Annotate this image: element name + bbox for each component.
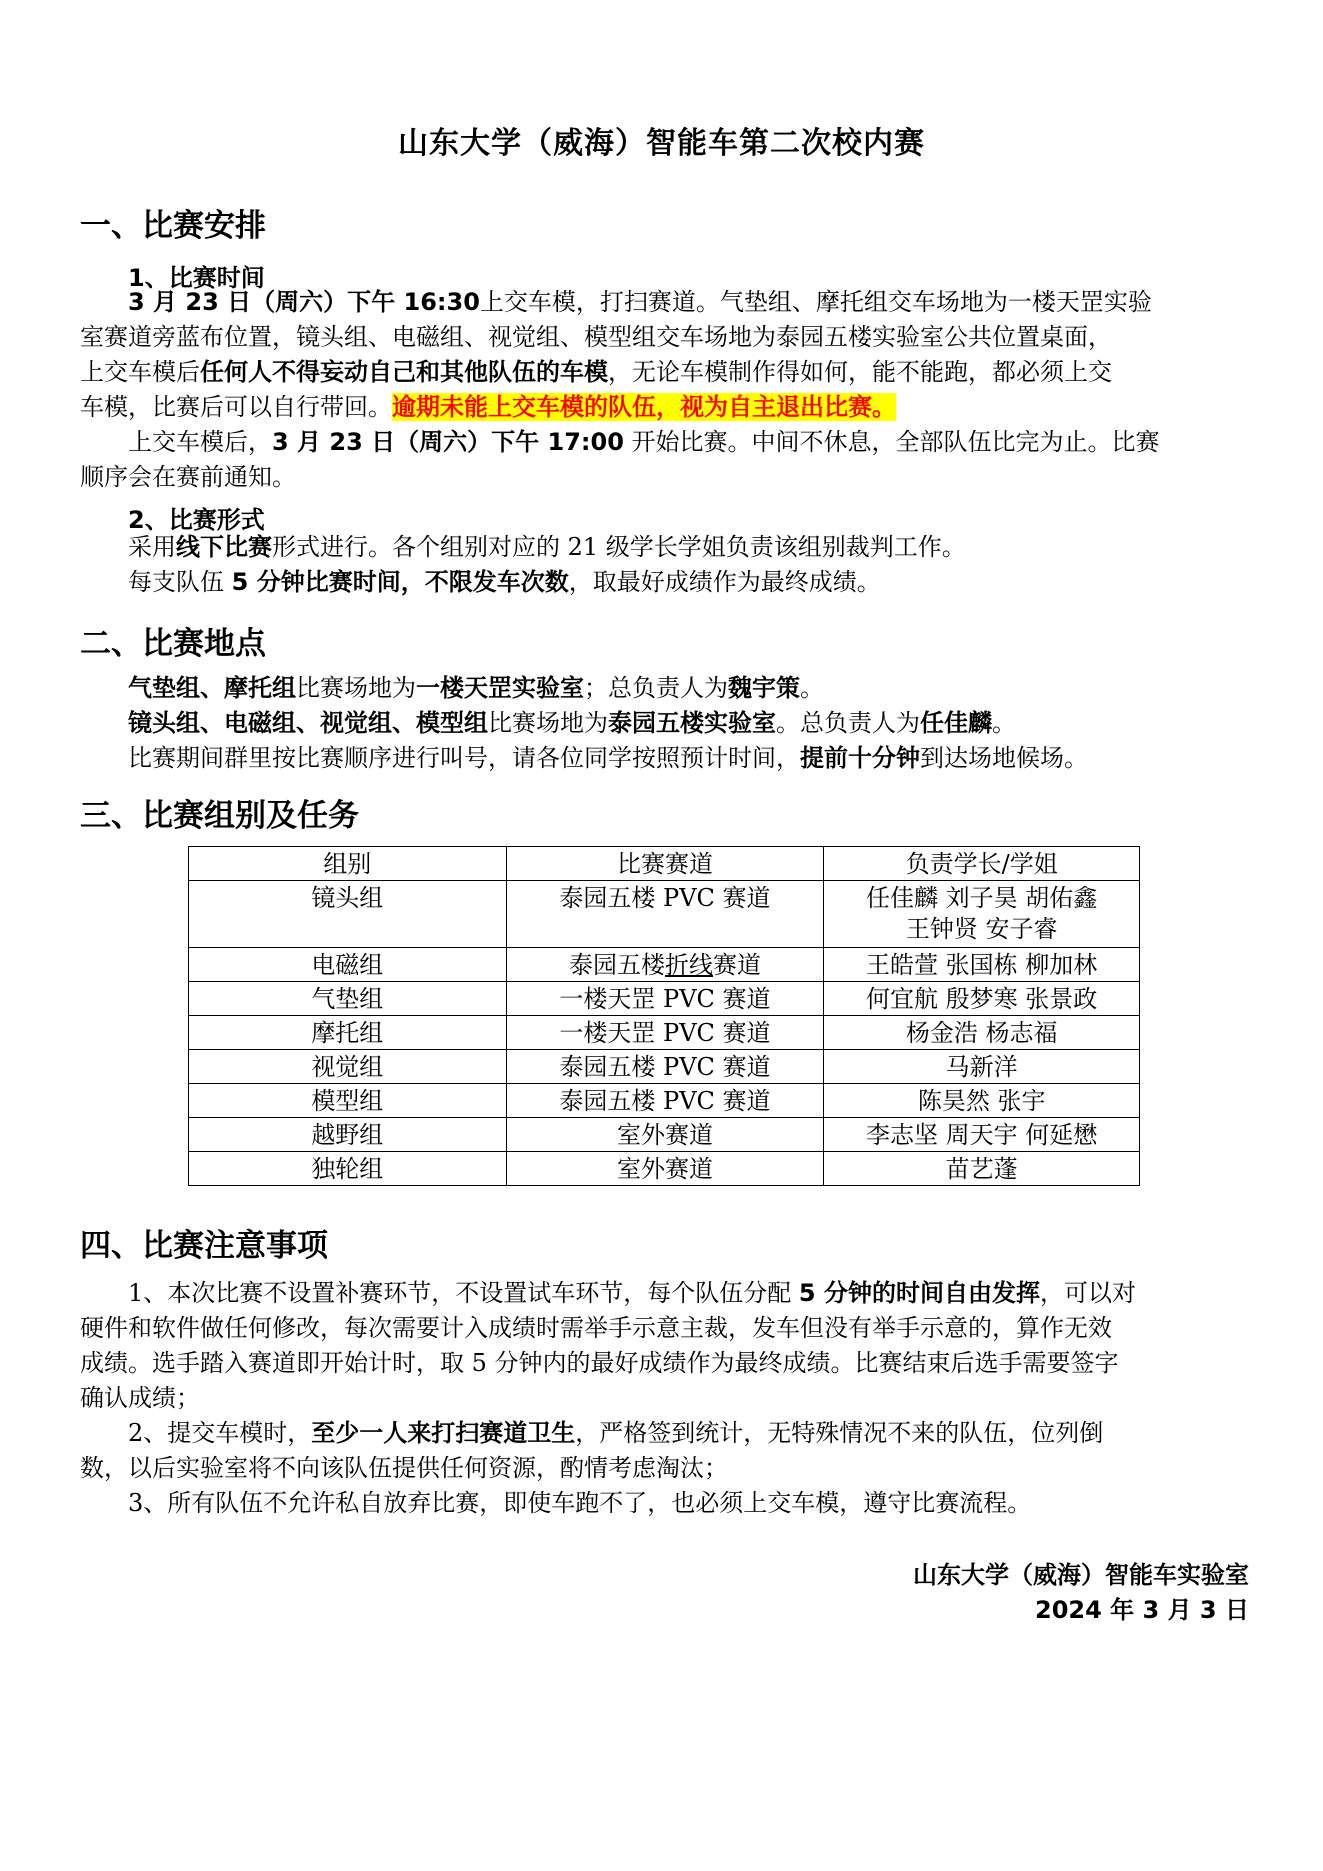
table-cell: 泰园五楼 PVC 赛道: [506, 1084, 824, 1118]
paragraph-line: 成绩。选手踏入赛道即开始计时，取 5 分钟内的最好成绩作为最终成绩。比赛结束后选手需要签字: [80, 1349, 1119, 1377]
bold-text: 5 分钟的时间自由发挥: [798, 1279, 1040, 1307]
table-cell: 苗艺蓬: [824, 1152, 1140, 1186]
bold-text: 魏宇策: [728, 674, 800, 702]
table-cell: 视觉组: [189, 1050, 507, 1084]
table-cell: 电磁组: [189, 948, 507, 982]
section-1-sub-time: 1、比赛时间: [128, 264, 265, 292]
underlined-text: 折线: [664, 951, 713, 979]
text: 到达场地候场。: [920, 744, 1088, 772]
text: 比赛场地为: [488, 709, 608, 737]
section-2-heading: 二、比赛地点: [80, 626, 266, 662]
table-cell: 何宜航 殷梦寒 张景政: [824, 982, 1140, 1016]
bold-text: 任佳麟: [920, 709, 992, 737]
paragraph-line: [128, 567, 881, 597]
text: 赛道: [712, 951, 761, 979]
paragraph-line: 顺序会在赛前通知。: [80, 463, 296, 491]
text: 泰园五楼: [568, 951, 665, 979]
group-table: [188, 846, 1140, 1186]
table-cell: 摩托组: [189, 1016, 507, 1050]
table-cell: 王皓萱 张国栋 柳加林: [824, 948, 1140, 982]
paragraph-line: 数，以后实验室将不向该队伍提供任何资源，酌情考虑淘汰；: [80, 1454, 728, 1482]
bold-text: 至少一人来打扫赛道卫生: [311, 1419, 576, 1447]
bold-text: 任何人不得妄动自己和其他队伍的车模: [200, 358, 608, 386]
text: 开始比赛。中间不休息，全部队伍比完为止。比赛: [623, 428, 1160, 456]
table-row: [189, 1016, 1140, 1050]
paragraph-line: [128, 743, 1088, 773]
table-cell: 室外赛道: [506, 1152, 824, 1186]
text: 车模，比赛后可以自行带回。: [80, 393, 392, 421]
text: 采用: [128, 533, 176, 561]
table-row: [189, 1050, 1140, 1084]
paragraph-line: 硬件和软件做任何修改，每次需要计入成绩时需举手示意主裁，发车但没有举手示意的，算作无效: [80, 1314, 1112, 1342]
bold-text: 镜头组、电磁组、视觉组、模型组: [128, 709, 488, 737]
cell-line: 任佳麟 刘子昊 胡佑鑫: [866, 884, 1098, 912]
paragraph-line: [128, 1418, 1103, 1448]
text: 。: [992, 709, 1016, 737]
bold-text: 泰园五楼实验室: [608, 709, 776, 737]
paragraph-line: 3、所有队伍不允许私自放弃比赛，即使车跑不了，也必须上交车模，遵守比赛流程。: [128, 1489, 1032, 1517]
table-row: [189, 948, 1140, 982]
table-cell: [824, 881, 1140, 948]
paragraph-line: [128, 1278, 1136, 1308]
paragraph-line: [128, 427, 1160, 457]
text: ；总负责人为: [584, 674, 728, 702]
text: 上交车模，打扫赛道。气垫组、摩托组交车场地为一楼天罡实验: [479, 288, 1152, 316]
paragraph-line: 室赛道旁蓝布位置，镜头组、电磁组、视觉组、模型组交车场地为泰园五楼实验室公共位置桌面，: [80, 323, 1112, 351]
table-header-row: [189, 847, 1140, 881]
cell-line: 王钟贤 安子睿: [905, 915, 1058, 943]
paragraph-line: [128, 287, 1152, 317]
page-title: 山东大学（威海）智能车第二次校内赛: [398, 126, 925, 161]
highlighted-warning: 逾期未能上交车模的队伍，视为自主退出比赛。: [392, 393, 896, 421]
bold-text: 线下比赛: [176, 533, 272, 561]
text: ，可以对: [1039, 1279, 1136, 1307]
table-cell: 李志坚 周天宇 何延懋: [824, 1118, 1140, 1152]
table-cell: 镜头组: [189, 881, 507, 948]
section-3-heading: 三、比赛组别及任务: [80, 798, 359, 834]
table-cell: 泰园五楼 PVC 赛道: [506, 881, 824, 948]
signature-date: 2024 年 3 月 3 日: [1035, 1596, 1249, 1624]
text: 每支队伍: [128, 568, 232, 596]
text: 上交车模后: [80, 358, 200, 386]
table-row: [189, 1118, 1140, 1152]
text: 。: [800, 674, 824, 702]
paragraph-line: [80, 357, 1112, 387]
table-row: [189, 1084, 1140, 1118]
text: 1、本次比赛不设置补赛环节，不设置试车环节，每个队伍分配: [128, 1279, 799, 1307]
section-1-sub-format: 2、比赛形式: [128, 506, 265, 534]
table-row: [189, 1152, 1140, 1186]
text: 上交车模后，: [128, 428, 272, 456]
table-cell: 越野组: [189, 1118, 507, 1152]
table-cell: 模型组: [189, 1084, 507, 1118]
table-cell: 气垫组: [189, 982, 507, 1016]
table-cell: 一楼天罡 PVC 赛道: [506, 1016, 824, 1050]
section-1-heading: 一、比赛安排: [80, 208, 266, 244]
paragraph-line: [80, 392, 896, 422]
signature-org: 山东大学（威海）智能车实验室: [913, 1561, 1249, 1589]
bold-text: 一楼天罡实验室: [416, 674, 584, 702]
table-cell: 陈昊然 张宇: [824, 1084, 1140, 1118]
text: 比赛期间群里按比赛顺序进行叫号，请各位同学按照预计时间，: [128, 744, 800, 772]
text: ，无论车模制作得如何，能不能跑，都必须上交: [608, 358, 1112, 386]
text: 形式进行。各个组别对应的 21 级学长学姐负责该组别裁判工作。: [272, 533, 966, 561]
text: 2、提交车模时，: [128, 1419, 312, 1447]
paragraph-line: [128, 532, 966, 562]
text: ，严格签到统计，无特殊情况不来的队伍，位列倒: [575, 1419, 1104, 1447]
bold-text: 提前十分钟: [800, 744, 920, 772]
paragraph-line: [128, 673, 824, 703]
section-4-heading: 四、比赛注意事项: [80, 1228, 328, 1264]
table-header: 组别: [189, 847, 507, 881]
paragraph-line: 确认成绩；: [80, 1384, 200, 1412]
table-row: [189, 982, 1140, 1016]
table-header: 负责学长/学姐: [824, 847, 1140, 881]
text: ，取最好成绩作为最终成绩。: [568, 568, 881, 596]
text: 。总负责人为: [776, 709, 920, 737]
text: 比赛场地为: [296, 674, 416, 702]
bold-text: 3 月 23 日（周六）下午 17:00: [272, 428, 624, 456]
table-cell: 室外赛道: [506, 1118, 824, 1152]
paragraph-line: [128, 708, 1016, 738]
table-cell: 杨金浩 杨志福: [824, 1016, 1140, 1050]
table-cell: 独轮组: [189, 1152, 507, 1186]
table-cell: 一楼天罡 PVC 赛道: [506, 982, 824, 1016]
bold-text: 5 分钟比赛时间，不限发车次数: [231, 568, 569, 596]
bold-text: 3 月 23 日（周六）下午 16:30: [128, 288, 480, 316]
table-cell: 马新洋: [824, 1050, 1140, 1084]
table-cell: [506, 948, 824, 982]
bold-text: 气垫组、摩托组: [128, 674, 296, 702]
table-row: [189, 881, 1140, 948]
table-cell: 泰园五楼 PVC 赛道: [506, 1050, 824, 1084]
table-header: 比赛赛道: [506, 847, 824, 881]
